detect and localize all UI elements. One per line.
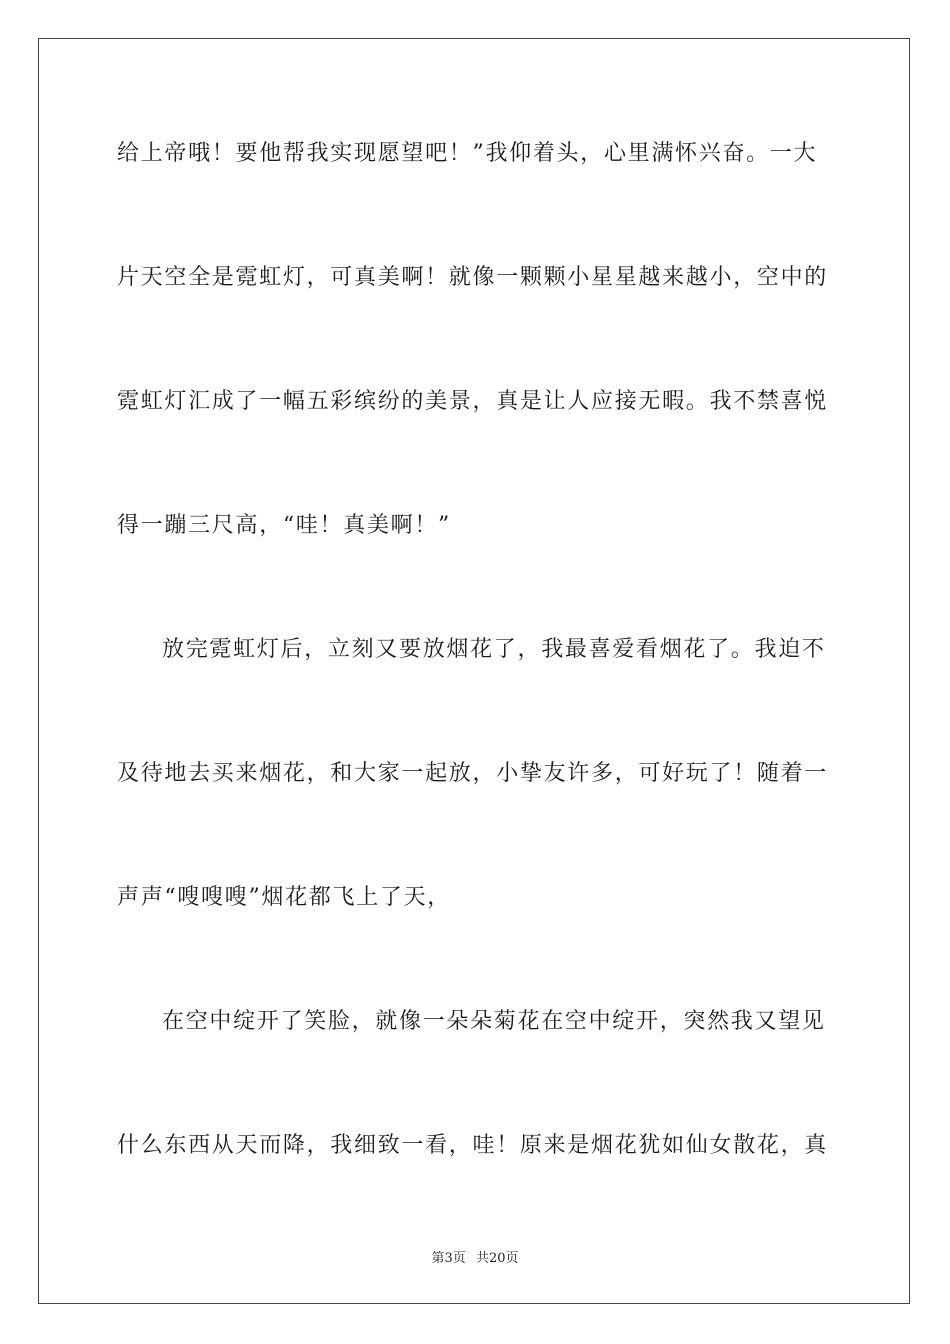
text-line-1: 给上帝哦！要他帮我实现愿望吧！”我仰着头，心里满怀兴奋。一大	[117, 141, 818, 166]
text-line-3: 霓虹灯汇成了一幅五彩缤纷的美景，真是让人应接无暇。我不禁喜悦	[117, 389, 829, 414]
text-line-5: 放完霓虹灯后，立刻又要放烟花了，我最喜爱看烟花了。我迫不	[162, 637, 826, 662]
page-border	[38, 38, 910, 1304]
text-line-6: 及待地去买来烟花，和大家一起放，小挚友许多，可好玩了！随着一	[117, 761, 829, 786]
text-line-8: 在空中绽开了笑脸，就像一朵朵菊花在空中绽开，突然我又望见	[162, 1009, 826, 1034]
page-footer	[0, 1247, 950, 1266]
total-pages: 共20页	[475, 1251, 519, 1266]
text-line-4: 得一蹦三尺高，“哇！真美啊！”	[117, 513, 451, 538]
page-number: 第3页	[431, 1251, 466, 1266]
text-line-2: 片天空全是霓虹灯，可真美啊！就像一颗颗小星星越来越小，空中的	[117, 265, 829, 290]
text-line-7: 声声“嗖嗖嗖”烟花都飞上了天，	[117, 885, 451, 910]
text-line-9: 什么东西从天而降，我细致一看，哇！原来是烟花犹如仙女散花，真	[117, 1133, 829, 1158]
